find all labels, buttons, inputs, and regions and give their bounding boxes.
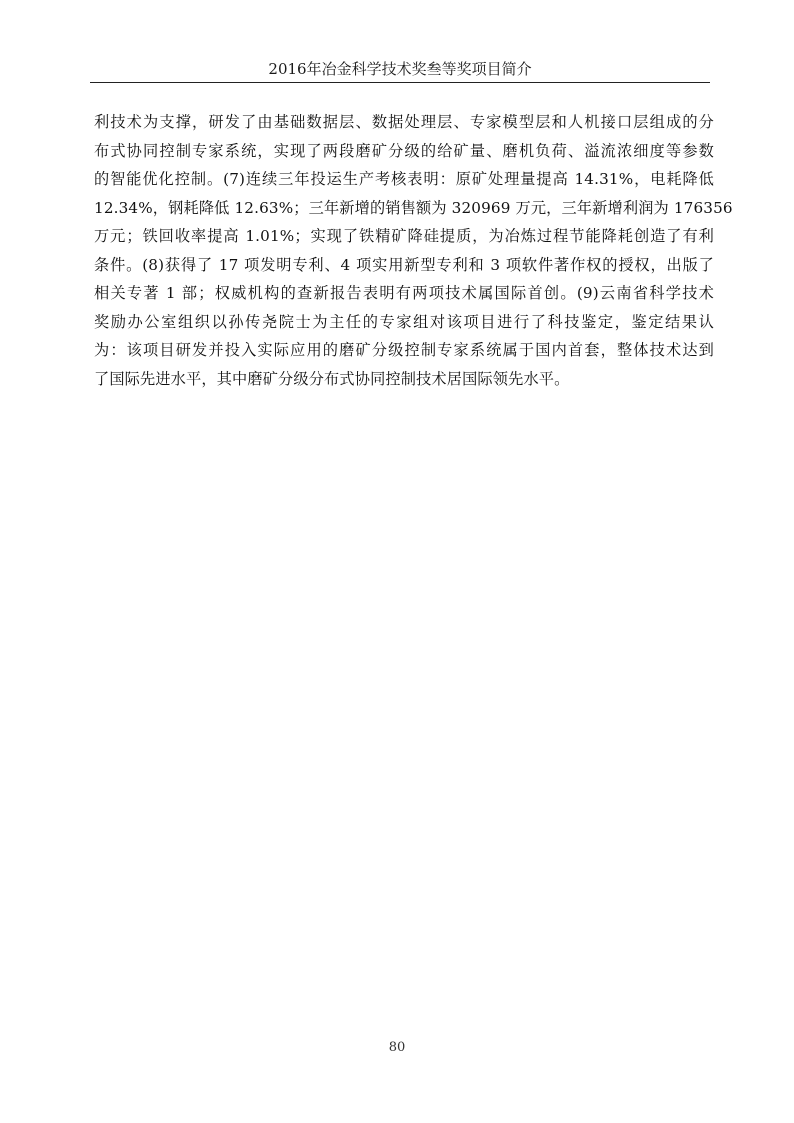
paragraph-line: 万元；铁回收率提高 1.01%；实现了铁精矿降硅提质，为冶炼过程节能降耗创造了有利 — [94, 227, 714, 245]
paragraph-line: 12.34%，钢耗降低 12.63%；三年新增的销售额为 320969 万元，三年新增利润为 176356 — [94, 198, 733, 217]
body-paragraph — [94, 108, 733, 393]
paragraph-line: 利技术为支撑，研发了由基础数据层、数据处理层、专家模型层和人机接口层组成的分 — [94, 113, 714, 131]
paragraph-line: 为：该项目研发并投入实际应用的磨矿分级控制专家系统属于国内首套，整体技术达到 — [94, 341, 714, 359]
paragraph-line-last: 了国际先进水平，其中磨矿分级分布式协同控制技术居国际领先水平。 — [94, 369, 570, 388]
paragraph-line: 布式协同控制专家系统，实现了两段磨矿分级的给矿量、磨机负荷、溢流浓细度等参数 — [94, 141, 714, 160]
page-header-title: 2016年冶金科学技术奖叁等奖项目简介 — [268, 60, 532, 78]
paragraph-line: 的智能优化控制。(7)连续三年投运生产考核表明：原矿处理量提高 14.31%，电耗降低 — [94, 170, 714, 188]
header-divider — [90, 82, 710, 83]
paragraph-line: 条件。(8)获得了 17 项发明专利、4 项实用新型专利和 3 项软件著作权的授权，出版了 — [94, 255, 714, 274]
page-number: 80 — [388, 1040, 406, 1055]
paragraph-line: 奖励办公室组织以孙传尧院士为主任的专家组对该项目进行了科技鉴定，鉴定结果认 — [94, 312, 714, 331]
paragraph-line: 相关专著 1 部；权威机构的查新报告表明有两项技术属国际首创。(9)云南省科学技术 — [94, 284, 714, 302]
